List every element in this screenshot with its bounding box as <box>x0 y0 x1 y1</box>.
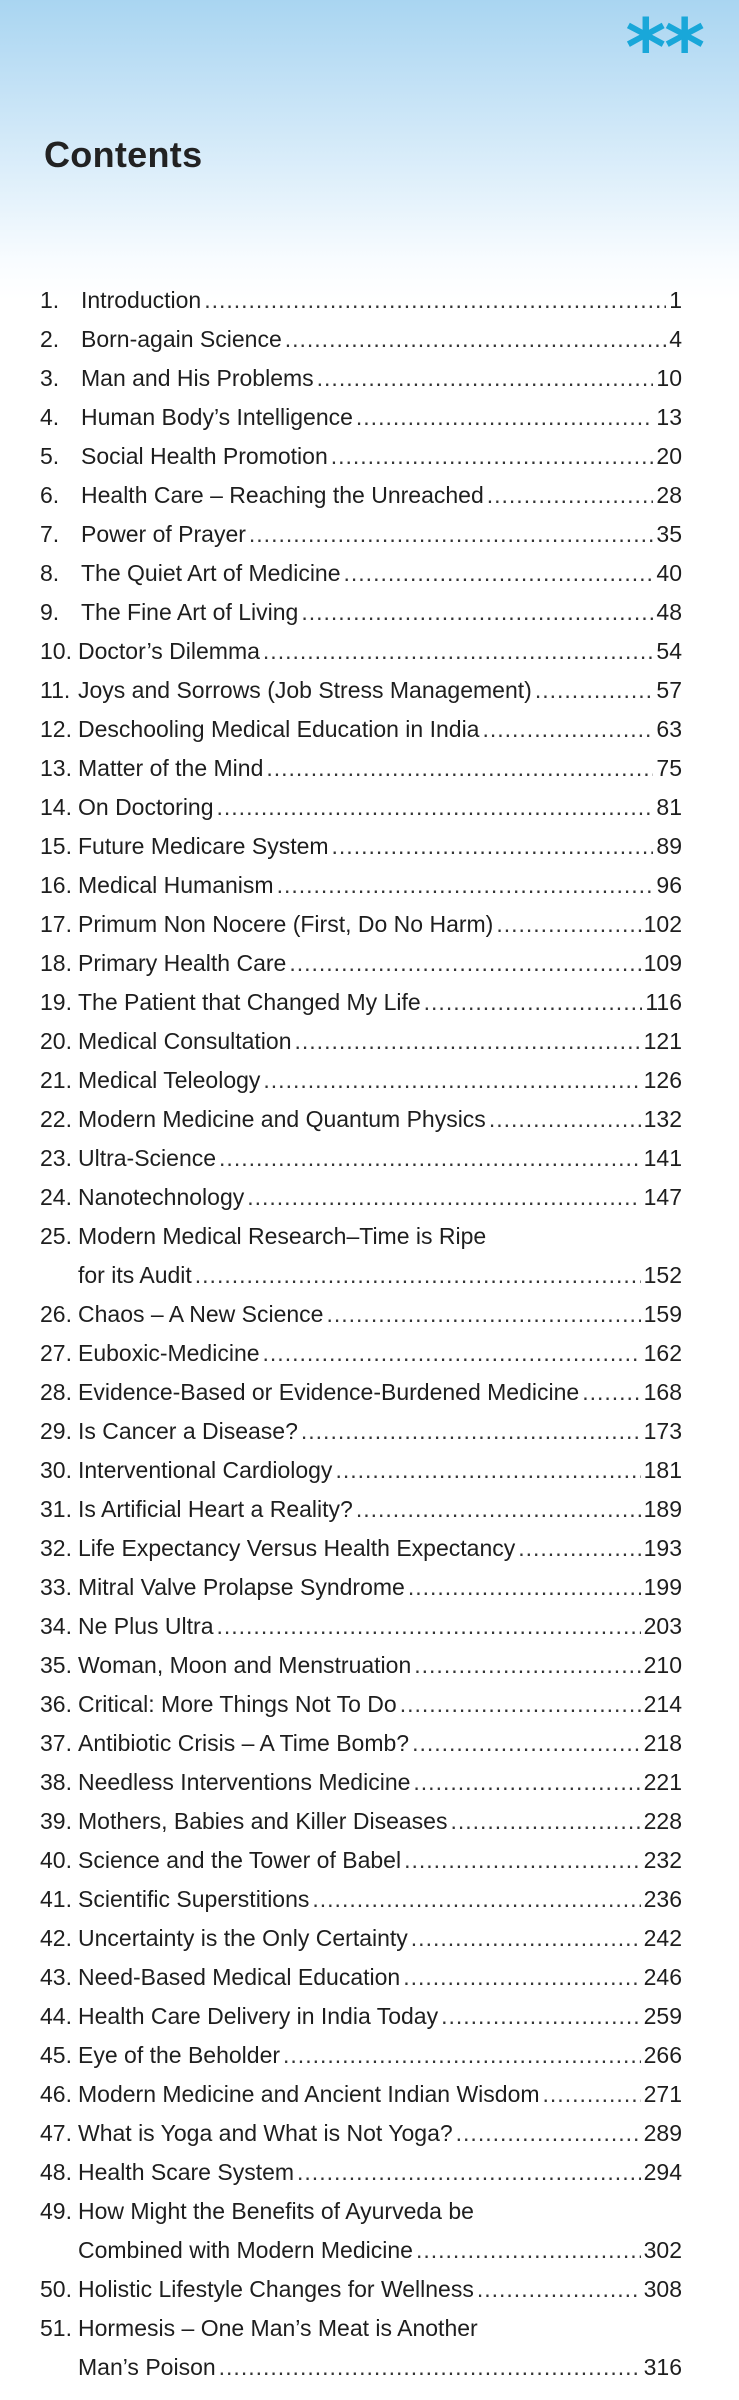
toc-entry-title: Is Artificial Heart a Reality? <box>78 1496 353 1522</box>
toc-entry-number: 44. <box>40 2003 72 2029</box>
toc-entry-number: 15. <box>40 833 72 859</box>
toc-entry-page: 199 <box>643 1574 682 1600</box>
toc-leader-dots <box>285 320 666 359</box>
toc-entry-title: Introduction <box>81 287 202 313</box>
toc-leader-dots <box>487 476 654 515</box>
toc-entry-title: Need-Based Medical Education <box>78 1964 401 1990</box>
toc-entry-title: Holistic Lifestyle Changes for Wellness <box>78 2276 474 2302</box>
toc-entry-page: 35 <box>656 521 682 547</box>
toc-entry-page: 96 <box>656 872 682 898</box>
toc-entry-title: Mitral Valve Prolapse Syndrome <box>78 1574 405 1600</box>
toc-entry-page: 168 <box>643 1379 682 1405</box>
toc-entry-number: 37. <box>40 1730 72 1756</box>
toc-entry-title: Hormesis – One Man’s Meat is Another <box>78 2315 478 2341</box>
toc-entry-page: 316 <box>643 2354 682 2380</box>
decorative-stars-icon: ** <box>625 4 703 94</box>
toc-entry-number: 31. <box>40 1496 72 1522</box>
toc-leader-dots <box>424 983 643 1022</box>
toc-leader-dots <box>413 1763 640 1802</box>
toc-leader-dots <box>441 1997 641 2036</box>
toc-entry-title: Primum Non Nocere (First, Do No Harm) <box>78 911 494 937</box>
toc-entry <box>40 515 682 554</box>
toc-entry-page: 302 <box>643 2237 682 2263</box>
toc-entry <box>40 554 682 593</box>
toc-leader-dots <box>535 671 654 710</box>
toc-entry-number: 49. <box>40 2198 72 2224</box>
toc-leader-dots <box>247 1178 640 1217</box>
toc-entry <box>40 476 682 515</box>
toc-entry-page: 132 <box>643 1106 682 1132</box>
toc-entry-title: Antibiotic Crisis – A Time Bomb? <box>78 1730 410 1756</box>
toc-leader-dots <box>326 1295 640 1334</box>
toc-entry <box>40 1217 682 1295</box>
toc-leader-dots <box>416 2231 641 2270</box>
toc-entry-number: 43. <box>40 1964 72 1990</box>
toc-entry-number: 5. <box>40 443 60 469</box>
toc-leader-dots <box>332 827 654 866</box>
table-of-contents <box>40 281 682 2387</box>
toc-entry <box>40 1763 682 1802</box>
toc-entry-title: How Might the Benefits of Ayurveda be <box>78 2198 474 2224</box>
toc-entry <box>40 1100 682 1139</box>
toc-leader-dots <box>219 2348 641 2387</box>
toc-entry-title: Modern Medical Research–Time is Ripe <box>78 1223 487 1249</box>
toc-entry <box>40 320 682 359</box>
toc-entry-title: The Quiet Art of Medicine <box>81 560 341 586</box>
toc-entry <box>40 905 682 944</box>
toc-entry-page: 246 <box>643 1964 682 1990</box>
toc-leader-dots <box>411 1919 641 1958</box>
toc-entry-number: 51. <box>40 2315 72 2341</box>
toc-entry <box>40 1646 682 1685</box>
toc-entry-title: Health Care – Reaching the Unreached <box>81 482 484 508</box>
toc-entry-number: 3. <box>40 365 60 391</box>
toc-entry <box>40 1412 682 1451</box>
toc-entry-title: The Fine Art of Living <box>81 599 299 625</box>
toc-entry-title: Health Scare System <box>78 2159 295 2185</box>
toc-entry-page: 242 <box>643 1925 682 1951</box>
toc-leader-dots <box>356 1490 641 1529</box>
toc-entry-number: 47. <box>40 2120 72 2146</box>
toc-entry-title: Science and the Tower of Babel <box>78 1847 402 1873</box>
toc-entry <box>40 359 682 398</box>
toc-entry-number: 34. <box>40 1613 72 1639</box>
toc-entry-page: 75 <box>656 755 682 781</box>
toc-entry-title: Ne Plus Ultra <box>78 1613 214 1639</box>
toc-entry-title: Future Medicare System <box>78 833 329 859</box>
toc-entry-title-continued: Man’s Poison <box>78 2354 216 2380</box>
toc-entry-page: 63 <box>656 716 682 742</box>
toc-entry <box>40 1178 682 1217</box>
toc-entry-page: 121 <box>643 1028 682 1054</box>
toc-entry-page: 218 <box>643 1730 682 1756</box>
toc-leader-dots <box>277 866 654 905</box>
toc-entry <box>40 1880 682 1919</box>
toc-leader-dots <box>456 2114 641 2153</box>
toc-entry <box>40 1724 682 1763</box>
toc-entry <box>40 788 682 827</box>
toc-entry-page: 54 <box>656 638 682 664</box>
toc-leader-dots <box>403 1958 640 1997</box>
toc-entry <box>40 671 682 710</box>
toc-entry-page: 289 <box>643 2120 682 2146</box>
toc-entry-number: 33. <box>40 1574 72 1600</box>
toc-entry-title: Man and His Problems <box>81 365 314 391</box>
toc-entry-page: 162 <box>643 1340 682 1366</box>
toc-leader-dots <box>297 2153 641 2192</box>
toc-entry-title: Deschooling Medical Education in India <box>78 716 480 742</box>
toc-entry-number: 12. <box>40 716 72 742</box>
toc-entry-number: 7. <box>40 521 60 547</box>
toc-entry-number: 32. <box>40 1535 72 1561</box>
toc-entry-number: 17. <box>40 911 72 937</box>
toc-entry-number: 9. <box>40 599 60 625</box>
toc-entry-number: 50. <box>40 2276 72 2302</box>
toc-entry-page: 116 <box>645 989 682 1015</box>
toc-entry-page: 13 <box>656 404 682 430</box>
toc-entry <box>40 710 682 749</box>
toc-entry <box>40 1958 682 1997</box>
toc-entry-page: 57 <box>656 677 682 703</box>
toc-entry <box>40 1568 682 1607</box>
toc-entry-number: 35. <box>40 1652 72 1678</box>
toc-entry-page: 210 <box>643 1652 682 1678</box>
toc-entry-number: 19. <box>40 989 72 1015</box>
toc-entry-title: Joys and Sorrows (Job Stress Management) <box>78 677 532 703</box>
toc-entry-page: 193 <box>643 1535 682 1561</box>
toc-entry-page: 259 <box>643 2003 682 2029</box>
toc-leader-dots <box>496 905 640 944</box>
toc-entry-title: Scientific Superstitions <box>78 1886 310 1912</box>
toc-entry-title: Interventional Cardiology <box>78 1457 333 1483</box>
toc-entry-title: Needless Interventions Medicine <box>78 1769 411 1795</box>
page-title: Contents <box>44 134 203 175</box>
toc-leader-dots <box>263 1061 640 1100</box>
toc-entry-title: Matter of the Mind <box>78 755 264 781</box>
toc-entry-title-continued: for its Audit <box>78 1262 192 1288</box>
toc-leader-dots <box>356 398 654 437</box>
toc-entry-title: Life Expectancy Versus Health Expectancy <box>78 1535 516 1561</box>
toc-entry-page: 40 <box>656 560 682 586</box>
toc-entry <box>40 1139 682 1178</box>
toc-entry <box>40 1841 682 1880</box>
toc-entry-page: 189 <box>643 1496 682 1522</box>
toc-entry-page: 271 <box>643 2081 682 2107</box>
toc-entry-page: 147 <box>643 1184 682 1210</box>
toc-entry-page: 266 <box>643 2042 682 2068</box>
toc-entry-page: 214 <box>643 1691 682 1717</box>
toc-entry-number: 1. <box>40 287 60 313</box>
toc-entry-title: Medical Teleology <box>78 1067 261 1093</box>
toc-leader-dots <box>344 554 654 593</box>
toc-entry-number: 24. <box>40 1184 72 1210</box>
toc-entry <box>40 1529 682 1568</box>
toc-entry-title: The Patient that Changed My Life <box>78 989 421 1015</box>
toc-entry-title: Nanotechnology <box>78 1184 245 1210</box>
toc-entry-page: 173 <box>643 1418 682 1444</box>
toc-leader-dots <box>301 593 653 632</box>
toc-leader-dots <box>263 1334 641 1373</box>
toc-entry <box>40 632 682 671</box>
toc-entry <box>40 2153 682 2192</box>
toc-entry-page: 28 <box>656 482 682 508</box>
toc-entry-title: Human Body’s Intelligence <box>81 404 353 430</box>
toc-entry-title: Health Care Delivery in India Today <box>78 2003 439 2029</box>
toc-entry-number: 26. <box>40 1301 72 1327</box>
toc-entry <box>40 1295 682 1334</box>
toc-entry <box>40 1919 682 1958</box>
toc-entry-number: 38. <box>40 1769 72 1795</box>
toc-entry <box>40 2192 682 2270</box>
toc-entry <box>40 281 682 320</box>
toc-entry <box>40 1022 682 1061</box>
toc-entry-page: 102 <box>643 911 682 937</box>
toc-entry-number: 11. <box>40 677 71 703</box>
toc-entry-title: Primary Health Care <box>78 950 287 976</box>
toc-entry <box>40 593 682 632</box>
toc-entry-page: 308 <box>643 2276 682 2302</box>
toc-entry-number: 48. <box>40 2159 72 2185</box>
toc-entry-title: Modern Medicine and Ancient Indian Wisdom <box>78 2081 540 2107</box>
toc-entry-number: 42. <box>40 1925 72 1951</box>
toc-leader-dots <box>489 1100 641 1139</box>
toc-entry-page: 203 <box>643 1613 682 1639</box>
toc-leader-dots <box>404 1841 641 1880</box>
toc-entry <box>40 866 682 905</box>
toc-entry <box>40 1334 682 1373</box>
toc-leader-dots <box>414 1646 640 1685</box>
toc-entry-title: Mothers, Babies and Killer Diseases <box>78 1808 448 1834</box>
toc-leader-dots <box>335 1451 640 1490</box>
toc-entry-number: 27. <box>40 1340 72 1366</box>
toc-leader-dots <box>263 632 653 671</box>
toc-entry-number: 10. <box>40 638 72 664</box>
toc-leader-dots <box>283 2036 641 2075</box>
toc-entry-page: 232 <box>643 1847 682 1873</box>
toc-entry <box>40 1997 682 2036</box>
toc-entry-title: Medical Humanism <box>78 872 274 898</box>
toc-entry-title: Power of Prayer <box>81 521 246 547</box>
toc-entry-title: Euboxic-Medicine <box>78 1340 260 1366</box>
toc-entry <box>40 2036 682 2075</box>
toc-entry-number: 16. <box>40 872 72 898</box>
toc-entry <box>40 437 682 476</box>
toc-entry-number: 8. <box>40 560 60 586</box>
toc-entry-title: Uncertainty is the Only Certainty <box>78 1925 408 1951</box>
toc-entry <box>40 398 682 437</box>
toc-entry-title: Critical: More Things Not To Do <box>78 1691 397 1717</box>
toc-entry-number: 13. <box>40 755 72 781</box>
toc-entry-number: 45. <box>40 2042 72 2068</box>
toc-leader-dots <box>477 2270 641 2309</box>
toc-leader-dots <box>482 710 653 749</box>
toc-entry-title: On Doctoring <box>78 794 214 820</box>
toc-entry <box>40 983 682 1022</box>
toc-entry-number: 29. <box>40 1418 72 1444</box>
toc-entry-page: 228 <box>643 1808 682 1834</box>
toc-entry <box>40 1802 682 1841</box>
toc-entry-page: 181 <box>643 1457 682 1483</box>
toc-entry-title: Doctor’s Dilemma <box>78 638 260 664</box>
toc-entry-number: 22. <box>40 1106 72 1132</box>
toc-entry-page: 10 <box>656 365 682 391</box>
toc-entry-number: 36. <box>40 1691 72 1717</box>
toc-entry-number: 21. <box>40 1067 72 1093</box>
toc-leader-dots <box>289 944 640 983</box>
toc-entry-title: Woman, Moon and Menstruation <box>78 1652 412 1678</box>
toc-entry <box>40 1451 682 1490</box>
toc-leader-dots <box>331 437 654 476</box>
toc-entry-number: 41. <box>40 1886 72 1912</box>
toc-entry-page: 294 <box>643 2159 682 2185</box>
toc-entry <box>40 944 682 983</box>
toc-entry-number: 4. <box>40 404 60 430</box>
toc-entry <box>40 1607 682 1646</box>
toc-leader-dots <box>582 1373 640 1412</box>
toc-leader-dots <box>301 1412 641 1451</box>
toc-entry-title: Chaos – A New Science <box>78 1301 324 1327</box>
toc-entry-title: Evidence-Based or Evidence-Burdened Medicine <box>78 1379 580 1405</box>
toc-entry-page: 221 <box>643 1769 682 1795</box>
toc-entry-number: 23. <box>40 1145 72 1171</box>
toc-entry <box>40 2309 682 2387</box>
toc-entry-number: 14. <box>40 794 72 820</box>
toc-entry-number: 28. <box>40 1379 72 1405</box>
toc-entry-page: 48 <box>656 599 682 625</box>
toc-entry-number: 30. <box>40 1457 72 1483</box>
toc-entry-number: 20. <box>40 1028 72 1054</box>
toc-entry-page: 109 <box>643 950 682 976</box>
toc-entry-page: 236 <box>643 1886 682 1912</box>
toc-entry <box>40 1061 682 1100</box>
toc-leader-dots <box>518 1529 640 1568</box>
toc-entry <box>40 1685 682 1724</box>
toc-entry-title: Social Health Promotion <box>81 443 328 469</box>
toc-entry-number: 18. <box>40 950 72 976</box>
toc-entry-page: 20 <box>656 443 682 469</box>
toc-entry-page: 159 <box>643 1301 682 1327</box>
toc-entry-page: 81 <box>656 794 682 820</box>
toc-leader-dots <box>216 1607 640 1646</box>
toc-entry-title: Modern Medicine and Quantum Physics <box>78 1106 486 1132</box>
toc-leader-dots <box>450 1802 640 1841</box>
toc-leader-dots <box>219 1139 641 1178</box>
toc-entry-title: Eye of the Beholder <box>78 2042 281 2068</box>
toc-entry-title-continued: Combined with Modern Medicine <box>78 2237 413 2263</box>
toc-entry-title: Medical Consultation <box>78 1028 292 1054</box>
toc-leader-dots <box>317 359 654 398</box>
toc-entry <box>40 1373 682 1412</box>
toc-entry-title: Ultra-Science <box>78 1145 217 1171</box>
toc-leader-dots <box>295 1022 641 1061</box>
toc-entry-title: What is Yoga and What is Not Yoga? <box>78 2120 453 2146</box>
toc-entry-number: 39. <box>40 1808 72 1834</box>
toc-leader-dots <box>249 515 654 554</box>
toc-leader-dots <box>204 281 666 320</box>
toc-entry-page: 1 <box>669 287 682 313</box>
toc-leader-dots <box>543 2075 641 2114</box>
toc-entry-title: Born-again Science <box>81 326 282 352</box>
toc-entry <box>40 2270 682 2309</box>
toc-leader-dots <box>412 1724 641 1763</box>
toc-entry-number: 46. <box>40 2081 72 2107</box>
toc-entry-page: 4 <box>669 326 682 352</box>
toc-entry-page: 89 <box>656 833 682 859</box>
toc-entry-number: 2. <box>40 326 60 352</box>
toc-entry-page: 141 <box>643 1145 682 1171</box>
toc-entry <box>40 749 682 788</box>
toc-entry-number: 6. <box>40 482 60 508</box>
toc-entry-number: 40. <box>40 1847 72 1873</box>
toc-leader-dots <box>400 1685 641 1724</box>
toc-entry <box>40 1490 682 1529</box>
toc-entry-page: 152 <box>643 1262 682 1288</box>
toc-entry <box>40 827 682 866</box>
toc-leader-dots <box>312 1880 640 1919</box>
toc-entry-page: 126 <box>643 1067 682 1093</box>
toc-entry <box>40 2075 682 2114</box>
toc-leader-dots <box>266 749 653 788</box>
toc-leader-dots <box>217 788 654 827</box>
toc-entry-title: Is Cancer a Disease? <box>78 1418 298 1444</box>
toc-leader-dots <box>195 1256 641 1295</box>
toc-entry-number: 25. <box>40 1223 72 1249</box>
toc-leader-dots <box>408 1568 641 1607</box>
toc-entry <box>40 2114 682 2153</box>
